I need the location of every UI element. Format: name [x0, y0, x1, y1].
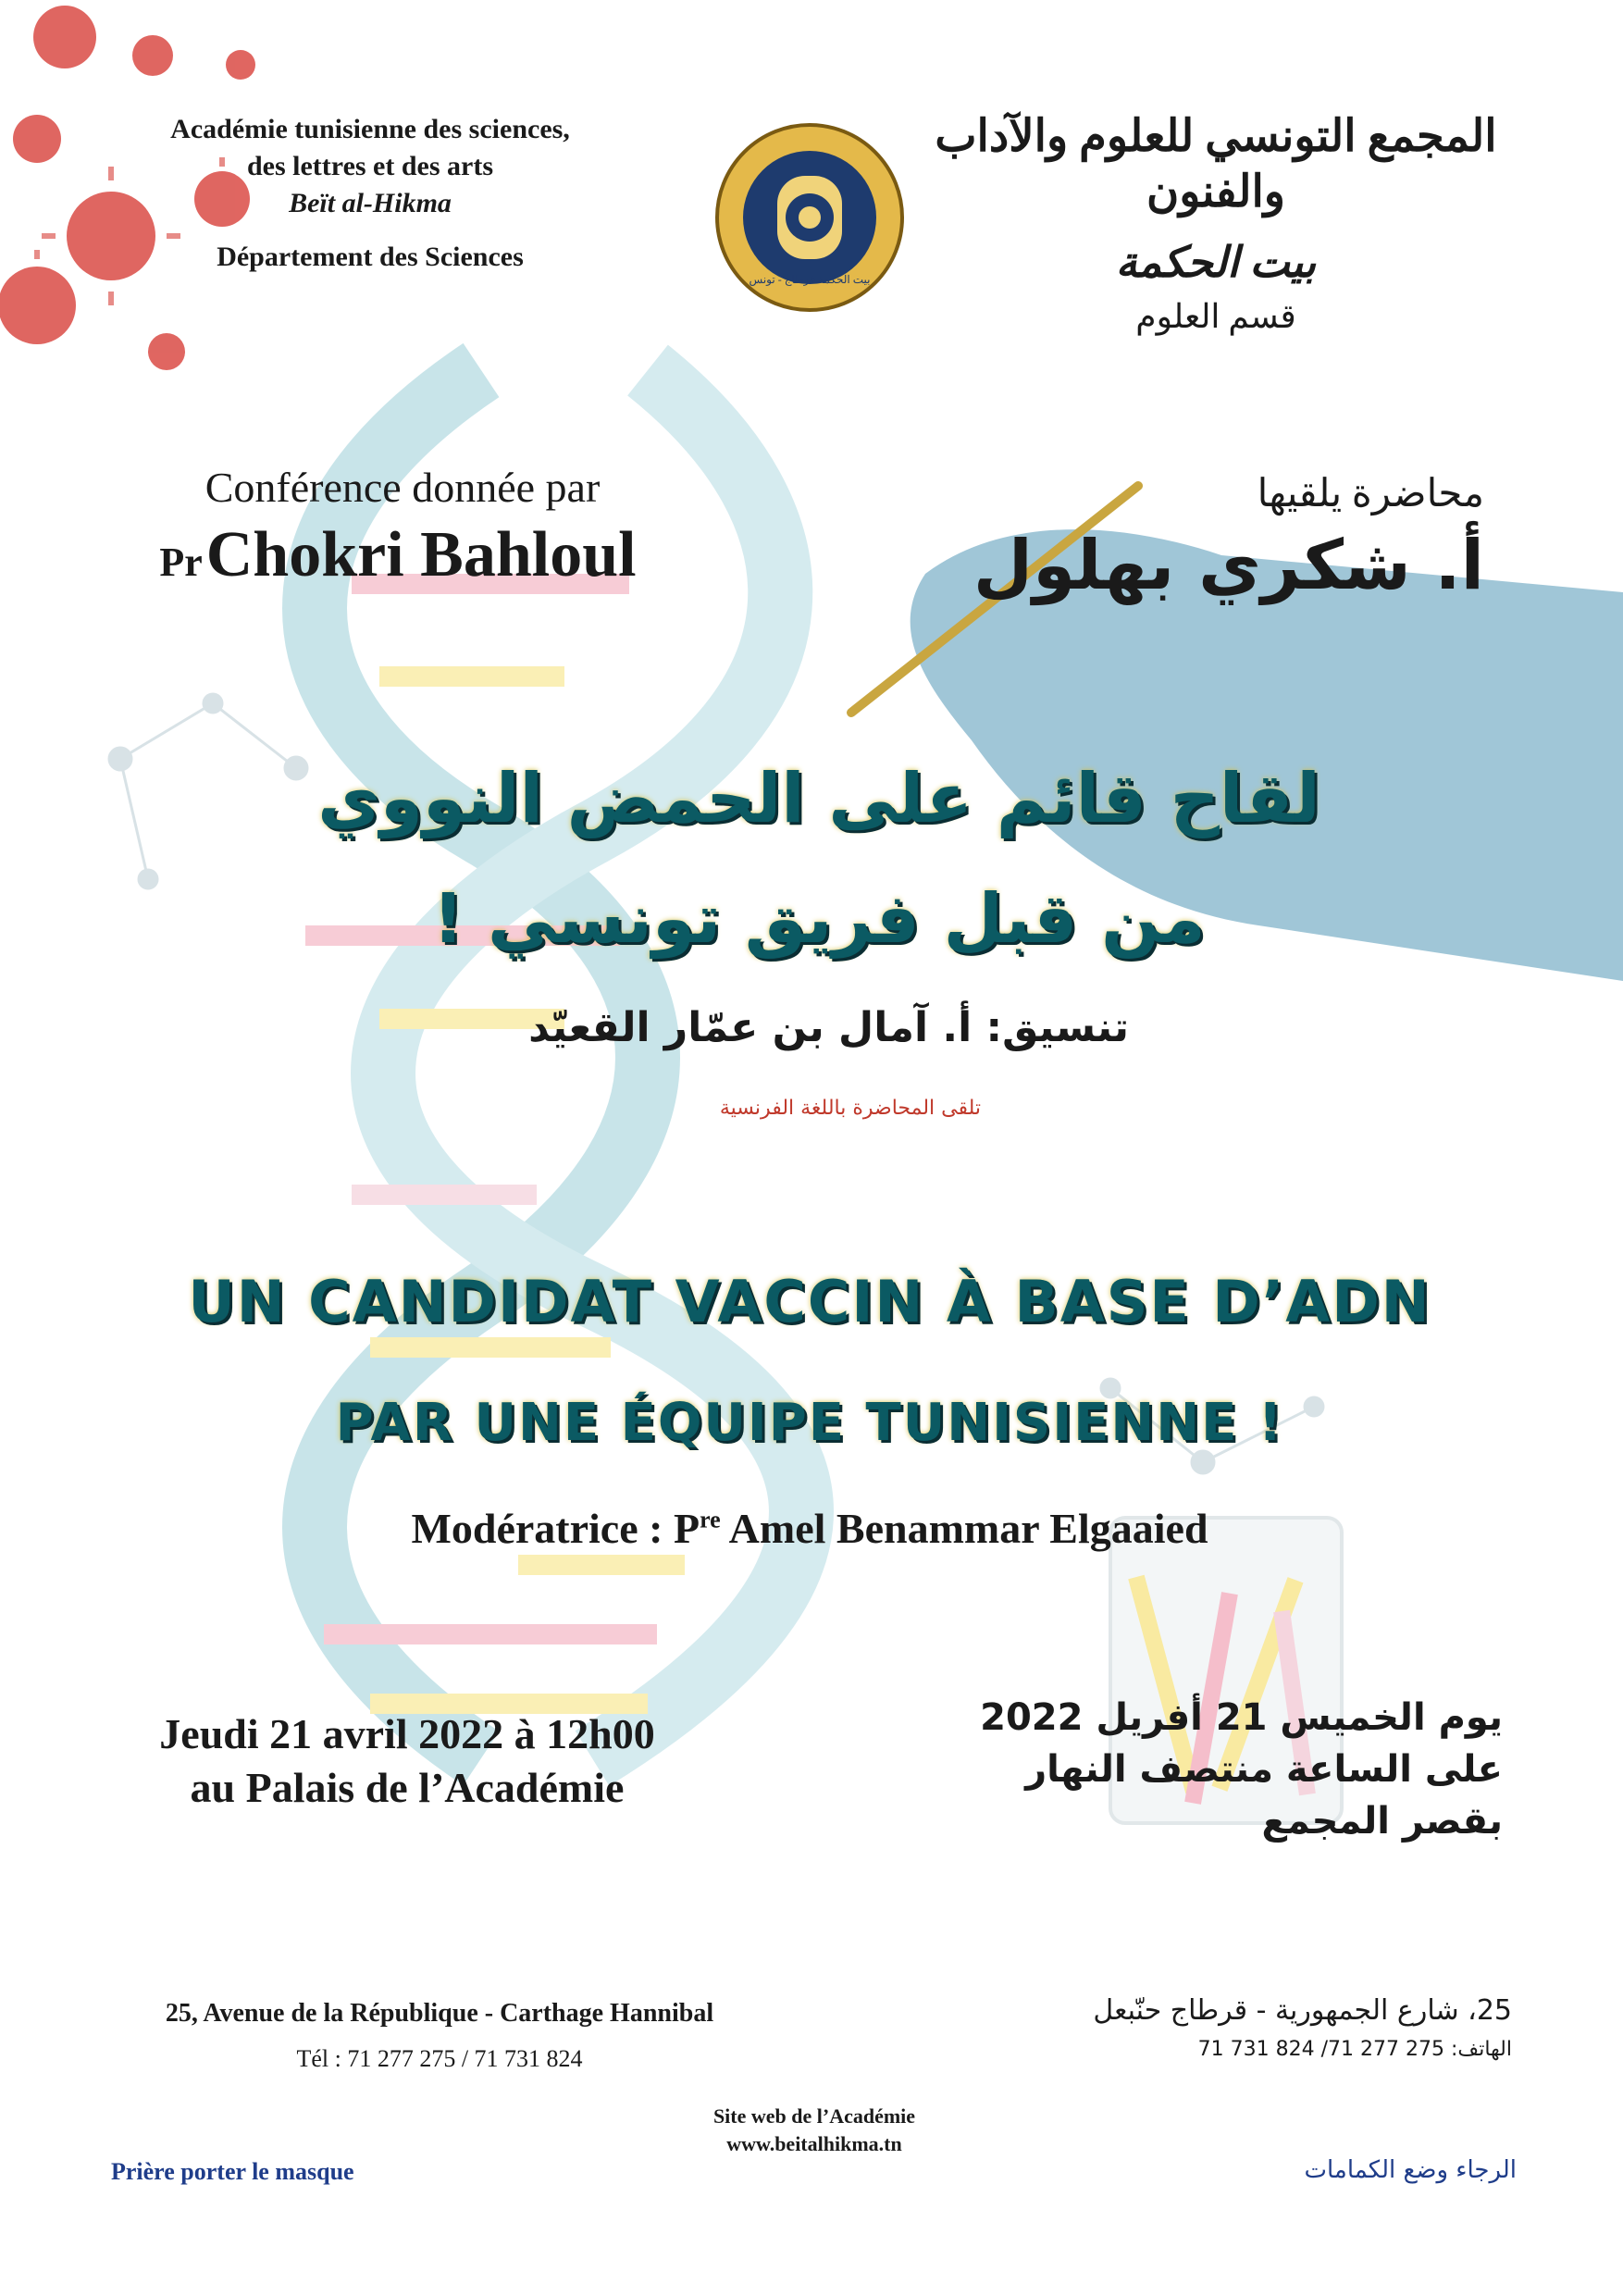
- moderator-name: Amel Benammar Elgaaied: [720, 1505, 1208, 1552]
- ar-speaker-label: محاضرة يلقيها: [1257, 473, 1484, 515]
- ar-date-line2: على الساعة منتصف النهار: [1025, 1748, 1503, 1791]
- website-url[interactable]: www.beitalhikma.tn: [726, 2132, 902, 2155]
- fr-department: Département des Sciences: [217, 242, 524, 272]
- ar-mask-notice: الرجاء وضع الكمامات: [1304, 2156, 1517, 2184]
- fr-speaker-title: Pr: [159, 540, 203, 585]
- logo-caption: بيت الحكمة قرطاج - تونس: [749, 273, 871, 286]
- ar-date-line1: يوم الخميس 21 أفريل 2022: [980, 1696, 1503, 1739]
- fr-speaker-name-block: [111, 518, 685, 592]
- ar-date-line3: بقصر المجمع: [1261, 1800, 1503, 1843]
- fr-date-line1: Jeudi 21 avril 2022 à 12h00: [159, 1710, 655, 1757]
- fr-header-block: [102, 111, 638, 276]
- moderator: [278, 1504, 1342, 1553]
- website-label: Site web de l’Académie: [712, 2104, 916, 2128]
- moderator-title-sup: re: [700, 1506, 721, 1533]
- ar-coordination: تنسيق: أ. آمال بن عمّار القعيّد: [528, 1004, 1129, 1051]
- ar-title-line1: لقاح قائم على الحمض النووي: [317, 759, 1320, 838]
- fr-address: 25, Avenue de la République - Carthage Hannibal: [165, 1999, 714, 2028]
- ar-department: قسم العلوم: [1135, 298, 1296, 335]
- fr-speaker-name: Chokri Bahloul: [205, 519, 637, 590]
- fr-speaker-label: Conférence donnée par: [204, 464, 601, 511]
- fr-date-line2: au Palais de l’Académie: [190, 1764, 625, 1811]
- ar-institution: المجمع التونسي للعلوم والآداب والفنون: [935, 112, 1497, 217]
- ar-date-block: [929, 1692, 1503, 1847]
- website-block: [601, 2103, 1027, 2158]
- fr-institution-line1: Académie tunisienne des sciences,: [170, 114, 570, 144]
- fr-title-line1: UN CANDIDAT VACCIN À BASE D’ADN: [188, 1268, 1431, 1335]
- ar-header-block: [920, 109, 1512, 337]
- ar-phone: الهاتف: 275 277 71/ 824 731 71: [1197, 2038, 1512, 2061]
- moderator-label: Modératrice : P: [411, 1505, 700, 1552]
- ar-hikma: بيت الحكمة: [1115, 239, 1317, 286]
- fr-phone: Tél : 71 277 275 / 71 731 824: [296, 2045, 583, 2072]
- fr-title-line2: PAR UNE ÉQUIPE TUNISIENNE !: [335, 1393, 1284, 1453]
- fr-institution-line3: Beït al-Hikma: [289, 188, 452, 218]
- ar-language-note: تلقى المحاضرة باللغة الفرنسية: [719, 1097, 981, 1120]
- ar-address: 25، شارع الجمهورية - قرطاج حنّبعل: [1093, 1994, 1512, 2027]
- ar-speaker-name: أ. شكري بهلول: [973, 526, 1484, 605]
- fr-date-block: [111, 1707, 703, 1815]
- fr-mask-notice: Prière porter le masque: [111, 2158, 354, 2185]
- fr-institution-line2: des lettres et des arts: [246, 151, 494, 181]
- academy-logo: [712, 120, 907, 315]
- ar-title-line2: من قبل فريق تونسي !: [432, 879, 1206, 959]
